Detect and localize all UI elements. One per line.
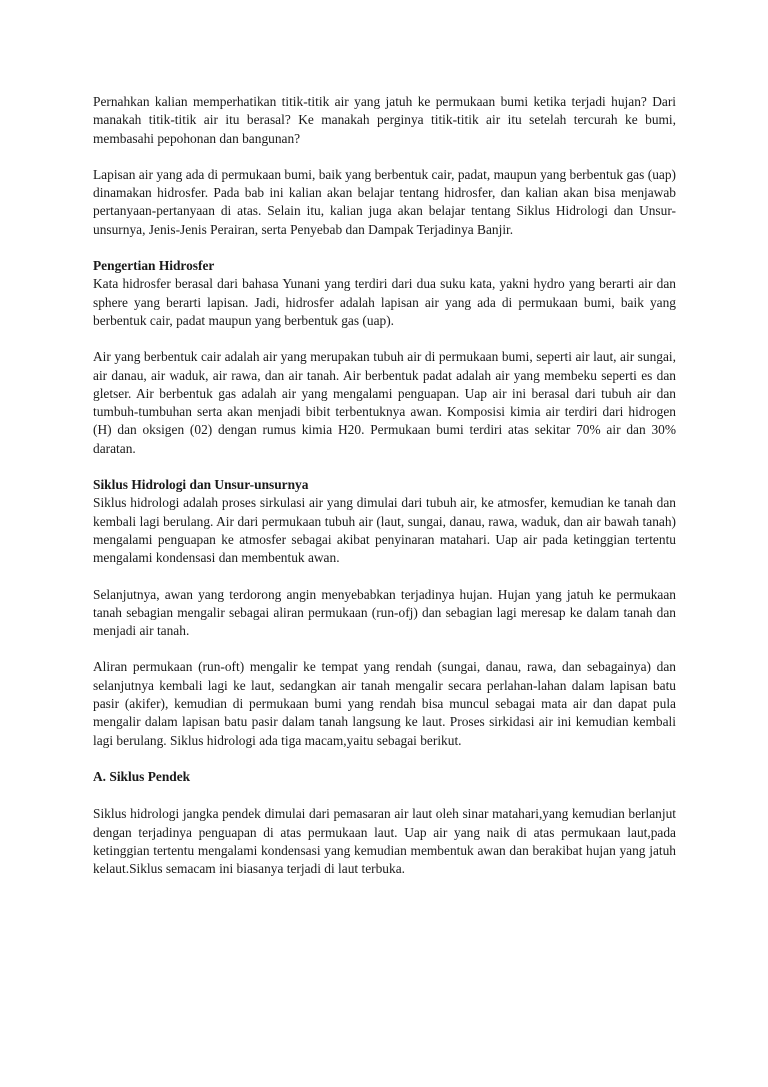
siklus-pendek-paragraph: Siklus hidrologi jangka pendek dimulai dari pemasaran air laut oleh sinar matahari,yang kemudian berlanjut dengan terjadinya penguapan di atas permukaan laut. Uap air yang naik di atas permukaan laut,pada ketinggian tertentu mengalami kondensasi yang kemudian membentuk awan dan berakibat hujan yang jatuh kelaut.Siklus semacam ini biasanya terjadi di laut terbuka. (93, 806, 676, 877)
pengertian-section (93, 257, 676, 330)
siklus-pendek-heading: A. Siklus Pendek (93, 768, 191, 784)
pengertian-heading: Pengertian Hidrosfer (93, 258, 215, 274)
siklus-section (93, 476, 676, 567)
siklus-paragraph-2: Selanjutnya, awan yang terdorong angin menyebabkan terjadinya hujan. Hujan yang jatuh ke permukaan tanah sebagian mengalir sebagai aliran permukaan (run-ofj) dan sebagian lagi meresap ke dalam tanah dan menjadi air tanah. (93, 586, 676, 639)
siklus-paragraph-1: Siklus hidrologi adalah proses sirkulasi air yang dimulai dari tubuh air, ke atmosfer, kemudian ke tanah dan kembali lagi berulang. Air dari permukaan tubuh air (laut, sungai, danau, rawa, waduk, dan air bawah tanah) mengalami penguapan ke atmosfer sebagai akibat penyinaran matahari. Uap air pada ketinggian tertentu mengalami kondensasi dan membentuk awan. (93, 495, 676, 566)
document-page (93, 93, 676, 896)
intro-paragraph-2: Lapisan air yang ada di permukaan bumi, baik yang berbentuk cair, padat, maupun yang berbentuk gas (uap) dinamakan hidrosfer. Pada bab ini kalian akan belajar tentang hidrosfer, dan kalian akan bisa menjawab pertanyaan-pertanyaan di atas. Selain itu, kalian juga akan belajar tentang Siklus Hidrologi dan Unsur-unsurnya, Jenis-Jenis Perairan, serta Penyebab dan Dampak Terjadinya Banjir. (93, 166, 676, 237)
siklus-heading: Siklus Hidrologi dan Unsur-unsurnya (93, 477, 309, 493)
pengertian-paragraph-1: Kata hidrosfer berasal dari bahasa Yunani yang terdiri dari dua suku kata, yakni hydro yang berarti air dan sphere yang berarti lapisan. Jadi, hidrosfer adalah lapisan air yang ada di permukaan bumi, baik yang berbentuk cair, padat maupun yang berbentuk gas (uap). (93, 276, 676, 328)
intro-paragraph-1: Pernahkan kalian memperhatikan titik-titik air yang jatuh ke permukaan bumi ketika terjadi hujan? Dari manakah titik-titik air itu berasal? Ke manakah perginya titik-titik air itu setelah tercurah ke bumi, membasahi pepohonan dan bangunan? (93, 94, 676, 146)
siklus-paragraph-3: Aliran permukaan (run-oft) mengalir ke tempat yang rendah (sungai, danau, rawa, dan sebagainya) dan selanjutnya kembali lagi ke laut, sedangkan air tanah mengalir secara perlahan-lahan dalam lapisan batu pasir (akifer), kemudian di permukaan bumi yang rendah bisa muncul sebagai mata air dan dapat pula mengalir dalam lapisan batu pasir dalam tanah langsung ke laut. Proses sirkidasi air ini kemudian kembali lagi berulang. Siklus hidrologi ada tiga macam,yaitu sebagai berikut. (93, 659, 676, 748)
pengertian-paragraph-2: Air yang berbentuk cair adalah air yang merupakan tubuh air di permukaan bumi, seperti air laut, air sungai, air danau, air waduk, air rawa, dan air tanah. Air berbentuk padat adalah air yang membeku seperti es dan gletser. Air berbentuk gas adalah air yang mengalami penguapan. Uap air ini berasal dari tubuh air dan tumbuh-tumbuhan serta akan menjadi bibit terbentuknya awan. Komposisi kimia air terdiri dari hidrogen (H) dan oksigen (02) dengan rumus kimia H20. Permukaan bumi terdiri atas sekitar 70% air dan 30% daratan. (93, 349, 676, 456)
